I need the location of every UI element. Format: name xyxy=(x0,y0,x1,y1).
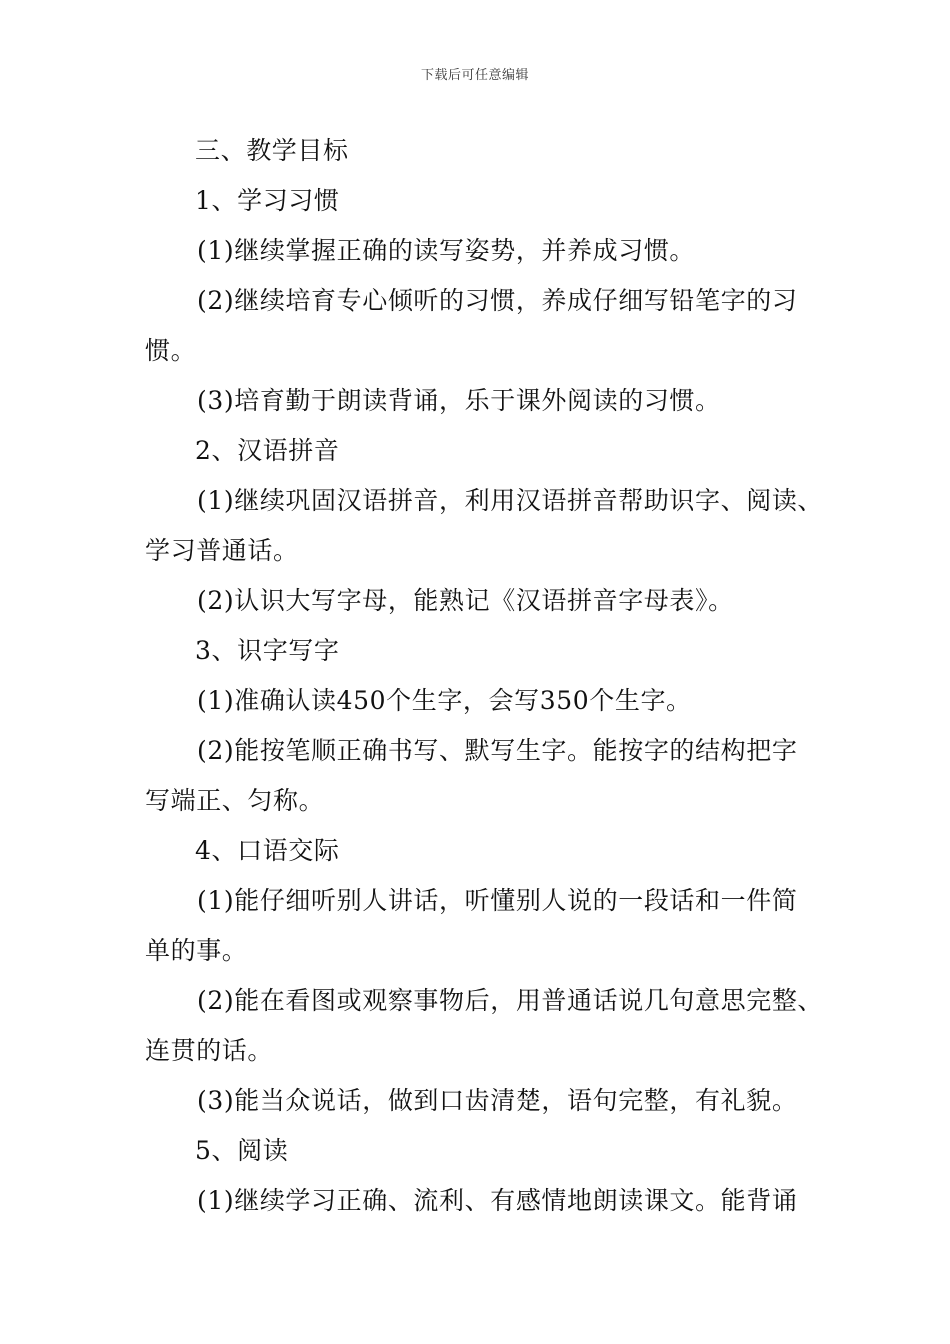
text-line: 连贯的话。 xyxy=(145,1036,274,1065)
text-line: (1)继续掌握正确的读写姿势，并养成习惯。 xyxy=(197,236,696,265)
text-line: (1)继续学习正确、流利、有感情地朗读课文。能背诵 xyxy=(197,1186,798,1215)
text-line: (3)能当众说话，做到口齿清楚，语句完整，有礼貌。 xyxy=(197,1086,798,1115)
text-line: (2)能按笔顺正确书写、默写生字。能按字的结构把字 xyxy=(197,736,798,765)
text-line: 3、识字写字 xyxy=(195,636,340,665)
text-line: 2、汉语拼音 xyxy=(195,436,340,465)
text-line: 5、阅读 xyxy=(195,1136,289,1165)
text-line: 三、教学目标 xyxy=(195,136,349,165)
text-line: 4、口语交际 xyxy=(195,836,340,865)
text-line: (2)继续培育专心倾听的习惯，养成仔细写铅笔字的习 xyxy=(197,286,798,315)
text-line: 写端正、匀称。 xyxy=(145,786,325,815)
text-line: (2)认识大写字母，能熟记《汉语拼音字母表》。 xyxy=(197,586,734,615)
text-line: 1、学习习惯 xyxy=(195,186,340,215)
text-line: (3)培育勤于朗读背诵，乐于课外阅读的习惯。 xyxy=(197,386,721,415)
text-line: (1)继续巩固汉语拼音，利用汉语拼音帮助识字、阅读、 xyxy=(197,486,824,515)
document-body xyxy=(145,126,835,1226)
text-line: (2)能在看图或观察事物后，用普通话说几句意思完整、 xyxy=(197,986,824,1015)
text-line: 惯。 xyxy=(145,336,197,365)
page-header: 下载后可任意编辑 xyxy=(420,68,529,83)
text-line: (1)准确认读450个生字，会写350个生字。 xyxy=(197,686,692,715)
text-line: 学习普通话。 xyxy=(145,536,299,565)
text-line: 单的事。 xyxy=(145,936,248,965)
text-line: (1)能仔细听别人讲话，听懂别人说的一段话和一件简 xyxy=(197,886,798,915)
